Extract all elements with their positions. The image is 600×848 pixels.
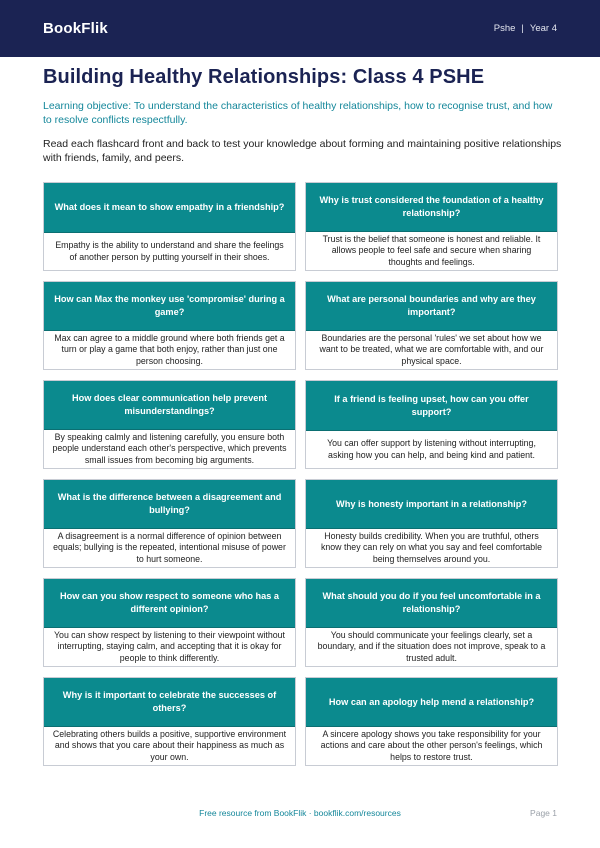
flashcard [305,182,558,271]
flashcard [43,479,296,568]
flashcard [305,380,558,469]
card-front: Why is trust considered the foundation of a healthy relationship? [306,183,557,231]
year-label: Year 4 [529,23,557,34]
card-back: You should communicate your feelings clearly, set a boundary, and if the situation does not improve, speak to a trusted adult. [306,627,557,667]
flashcard-grid [43,182,558,766]
page-title: Building Healthy Relationships: Class 4 PSHE [43,66,485,88]
card-front: What should you do if you feel uncomfortable in a relationship? [306,579,557,627]
flashcard [43,281,296,370]
card-back: Celebrating others builds a positive, supportive environment and shows that you care about their happiness as much as your own. [44,726,295,766]
card-front: How does clear communication help prevent misunderstandings? [44,381,295,429]
card-back: Trust is the belief that someone is honest and reliable. It allows people to feel safe and secure when sharing thoughts and feelings. [306,231,557,271]
flashcard [43,578,296,667]
subject-label: Pshe [493,23,516,34]
flashcard [305,479,558,568]
card-back: Boundaries are the personal 'rules' we set about how we want to be treated, what we are comfortable with, and our physical space. [306,330,557,370]
top-banner [0,0,600,57]
flashcard [305,281,558,370]
card-front: What does it mean to show empathy in a friendship? [44,183,295,232]
card-back: A disagreement is a normal difference of opinion between equals; bullying is the repeated, intentional misuse of power to hurt someone. [44,528,295,568]
card-back: You can show respect by listening to their viewpoint without interrupting, staying calm, and accepting that it is okay for people to think differently. [44,627,295,667]
footer-credit: Free resource from BookFlik · bookflik.com/resources [199,808,401,818]
flashcard [305,578,558,667]
learning-objective: Learning objective: To understand the characteristics of healthy relationships, how to recognise trust, and how to resolve conflicts respectfully. [43,100,553,126]
flashcard [43,677,296,766]
card-front: If a friend is feeling upset, how can you offer support? [306,381,557,430]
flashcard [305,677,558,766]
card-front: Why is it important to celebrate the successes of others? [44,678,295,726]
subject-year [494,23,557,34]
card-back: Max can agree to a middle ground where both friends get a turn or play a game that both enjoy, rather than just one person choosing. [44,330,295,370]
card-back: A sincere apology shows you take responsibility for your actions and care about the other person's feelings, which helps to restore trust. [306,726,557,766]
page-number: Page 1 [530,808,557,818]
card-front: How can you show respect to someone who has a different opinion? [44,579,295,627]
brand-logo: BookFlik [43,20,108,37]
card-front: How can Max the monkey use 'compromise' during a game? [44,282,295,330]
card-back: Honesty builds credibility. When you are truthful, others know they can rely on what you say and feel comfortable being themselves around you. [306,528,557,568]
card-front: What are personal boundaries and why are they important? [306,282,557,330]
card-back: You can offer support by listening without interrupting, asking how you can help, and being kind and patient. [306,430,557,468]
card-back: Empathy is the ability to understand and share the feelings of another person by putting yourself in their shoes. [44,232,295,270]
card-back: By speaking calmly and listening carefully, you ensure both people understand each other's perspective, which prevents small issues from becoming big arguments. [44,429,295,469]
flashcard [43,380,296,469]
separator: | [521,23,524,34]
flashcard [43,182,296,271]
intro-text: Read each flashcard front and back to test your knowledge about forming and maintaining positive relationships with friends, family, and peers. [43,138,562,164]
card-front: How can an apology help mend a relationship? [306,678,557,726]
card-front: What is the difference between a disagreement and bullying? [44,480,295,528]
card-front: Why is honesty important in a relationship? [306,480,557,528]
